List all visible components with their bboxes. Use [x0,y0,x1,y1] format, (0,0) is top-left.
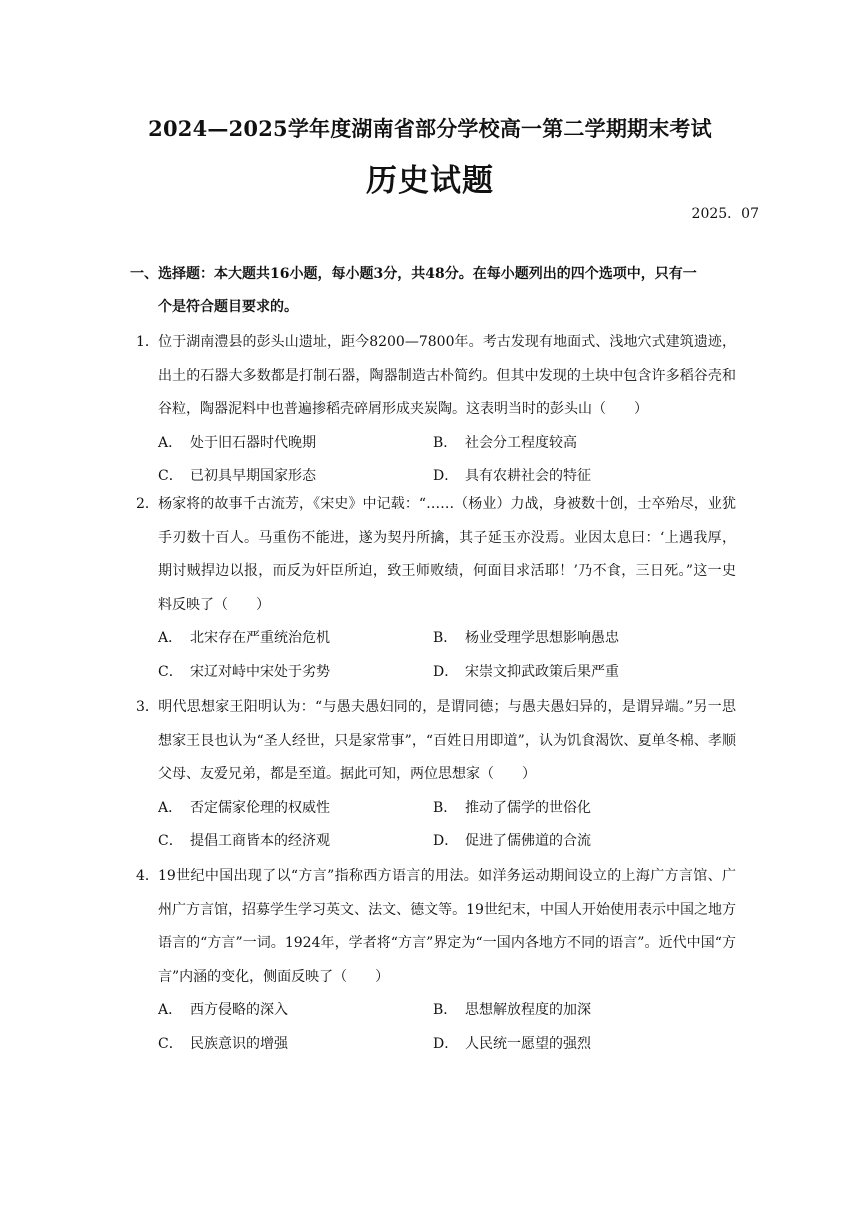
options [136,427,736,494]
option-letter: D． [433,833,459,849]
option-text: 处于旧石器时代晚期 [190,434,316,451]
question-number: 3． [136,699,159,715]
exam-title: 2024—2025学年度湖南省部分学校高一第二学期期末考试 [148,116,712,141]
option-a[interactable] [158,792,433,826]
question-2 [136,488,736,689]
question-stem [136,326,736,427]
option-letter: A． [158,434,183,451]
option-text: 人民统一愿望的强烈 [465,1035,591,1052]
option-b[interactable] [433,792,713,826]
subject-title: 历史试题 [366,163,494,199]
option-d[interactable] [433,825,713,859]
question-text: 明代思想家王阳明认为：“与愚夫愚妇同的，是谓同德；与愚夫愚妇异的，是谓异端。”另一思想家王艮也认为“圣人经世，只是家常事”，“百姓日用即道”，认为饥食渴饮、夏单冬棉、孝顺父母、友爱兄弟，都是至道。据此可知，两位思想家（ ） [158,699,736,782]
option-text: 宋辽对峙中宋处于劣势 [190,663,330,680]
option-letter: C． [158,833,183,849]
option-letter: C． [158,1035,183,1052]
option-text: 民族意识的增强 [190,1035,288,1052]
question-stem [136,488,736,622]
option-b[interactable] [433,994,713,1028]
options [136,792,736,859]
option-text: 杨业受理学思想影响愚忠 [465,630,619,646]
option-a[interactable] [158,622,433,656]
option-d[interactable] [433,1028,713,1062]
option-text: 促进了儒佛道的合流 [465,833,591,849]
question-number: 2． [136,496,159,512]
section-heading-line2: 个是符合题目要求的。 [158,299,298,315]
option-d[interactable] [433,656,713,690]
question-number: 4． [136,868,159,884]
option-letter: B． [433,630,458,646]
question-text: 杨家将的故事千古流芳，《宋史》中记载：“……（杨业）力战，身被数十创，士卒殆尽，业犹手刃数十百人。马重伤不能进，遂为契丹所擒，其子延玉亦没焉。业因太息曰：‘上遇我厚，期讨贼捍边以报，而反为奸臣所迫，致王师败绩，何面目求活耶！’乃不食，三日死。”这一史料反映了（ ） [158,496,736,613]
option-text: 西方侵略的深入 [190,1002,288,1018]
question-3 [136,691,736,859]
option-letter: B． [433,799,458,816]
question-4 [136,860,736,1061]
option-text: 已初具早期国家形态 [190,468,316,484]
section-heading-line1: 一、选择题：本大题共16小题，每小题3分，共48分。在每小题列出的四个选项中，只有一 [130,266,697,282]
option-c[interactable] [158,825,433,859]
option-text: 具有农耕社会的特征 [465,468,591,484]
option-a[interactable] [158,994,433,1028]
option-text: 北宋存在严重统治危机 [190,630,330,646]
option-c[interactable] [158,1028,433,1062]
option-text: 社会分工程度较高 [465,434,577,451]
option-letter: C． [158,468,183,484]
option-text: 推动了儒学的世俗化 [465,799,591,816]
option-letter: B． [433,1002,458,1018]
question-text: 位于湖南澧县的彭头山遗址，距今8200—7800年。考古发现有地面式、浅地穴式建筑遗迹，出土的石器大多数都是打制石器，陶器制造古朴简约。但其中发现的土块中包含许多稻谷壳和谷粒，陶器泥料中也普遍掺稻壳碎屑形成夹炭陶。这表明当时的彭头山（ ） [158,334,736,417]
option-c[interactable] [158,656,433,690]
option-b[interactable] [433,622,713,656]
option-text: 宋崇文抑武政策后果严重 [465,663,619,680]
option-text: 否定儒家伦理的权威性 [190,799,330,816]
question-stem [136,860,736,994]
question-number: 1． [136,334,159,350]
question-stem [136,691,736,792]
question-1 [136,326,736,494]
option-letter: A． [158,799,183,816]
options [136,622,736,689]
option-letter: D． [433,1035,459,1052]
option-letter: A． [158,630,183,646]
question-text: 19世纪中国出现了以“方言”指称西方语言的用法。如洋务运动期间设立的上海广方言馆、广州广方言馆，招募学生学习英文、法文、德文等。19世纪末，中国人开始使用表示中国之地方语言的“方言”一词。1924年，学者将“方言”界定为“一国内各地方不同的语言”。近代中国“方言”内涵的变化，侧面反映了（ ） [158,868,736,985]
option-letter: D． [433,663,459,680]
exam-date: 2025．07 [691,206,759,222]
option-a[interactable] [158,427,433,461]
option-letter: C． [158,663,183,680]
option-b[interactable] [433,427,713,461]
section-heading [130,258,742,324]
option-letter: A． [158,1002,183,1018]
options [136,994,736,1061]
option-letter: D． [433,468,459,484]
option-letter: B． [433,434,458,451]
option-text: 提倡工商皆本的经济观 [190,833,330,849]
option-text: 思想解放程度的加深 [465,1002,591,1018]
